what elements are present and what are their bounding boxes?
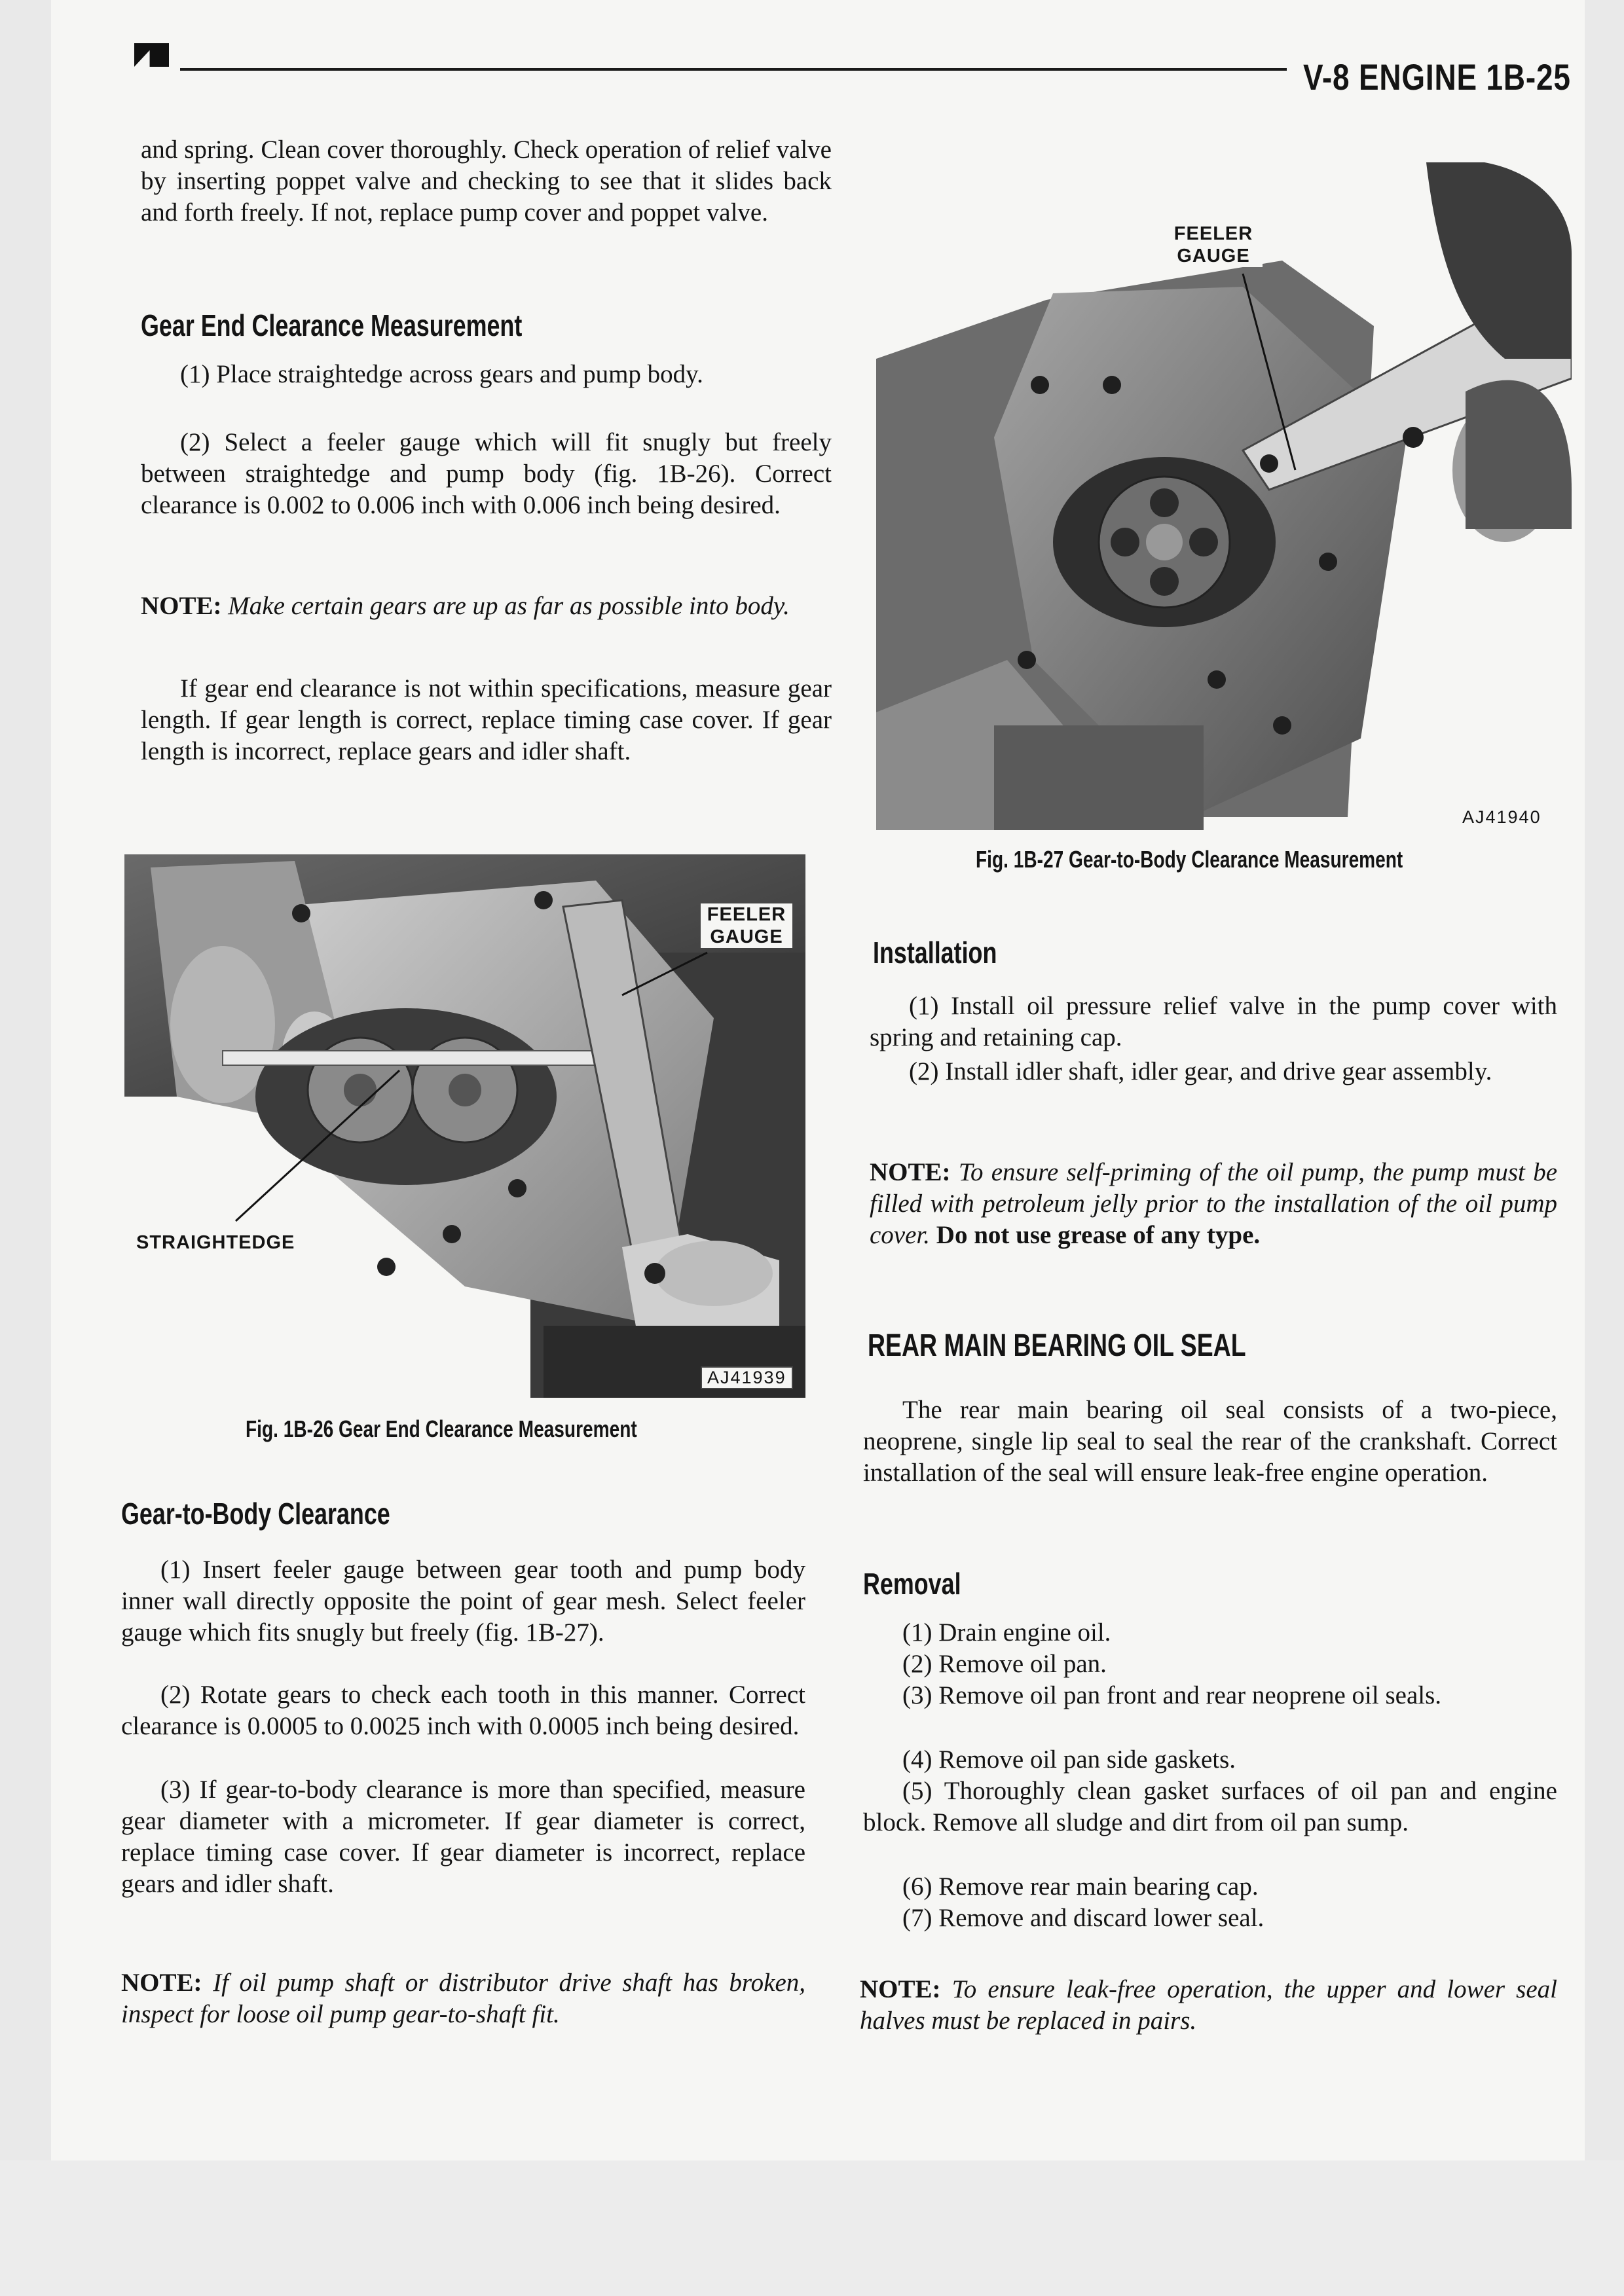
removal-step-2: (2) Remove oil pan. <box>902 1650 1107 1678</box>
install-step-1: (1) Install oil pressure relief valve in the pump cover with spring and retaining cap. <box>870 992 1557 1051</box>
fig-26-straightedge-label: STRAIGHTEDGE <box>132 1230 299 1255</box>
removal-step-4: (4) Remove oil pan side gaskets. <box>902 1745 1236 1774</box>
note-pump-shaft <box>121 1967 805 2030</box>
fig-27-leader-line <box>876 162 1572 830</box>
gear-end-step-2: (2) Select a feeler gauge which will fit snugly but freely between straightedge and pump body (fig. 1B-26). Correct clearance is 0.002 to 0.006 inch with 0.006 inch being desired. <box>141 428 832 519</box>
gear-body-step-1: (1) Insert feeler gauge between gear tooth and pump body inner wall directly opposite the point of gear mesh. Select feeler gauge which fits snugly but freely (fig. 1B-27). <box>121 1556 805 1647</box>
note-label: NOTE: <box>870 1158 951 1186</box>
removal-heading: Removal <box>863 1567 961 1601</box>
gear-end-heading: Gear End Clearance Measurement <box>141 308 523 342</box>
rear-main-paragraph: The rear main bearing oil seal consists of a two-piece, neoprene, single lip seal to seal the rear of the crankshaft. Correct installation of the seal will ensure leak-free engine operation. <box>863 1396 1557 1487</box>
fig-26-leader-lines <box>124 854 805 1398</box>
gear-end-paragraph: If gear end clearance is not within specifications, measure gear length. If gear length is correct, replace timing case cover. If gear length is incorrect, replace gears and idler shaft. <box>141 674 832 765</box>
note-text: If oil pump shaft or distributor drive shaft has broken, inspect for loose oil pump gear-to-shaft fit. <box>121 1969 805 2028</box>
note-text: To ensure self-priming of the oil pump, the pump must be filled with petroleum jelly prior to the installation of the oil pump cover. <box>870 1158 1557 1249</box>
removal-step-7: (7) Remove and discard lower seal. <box>902 1904 1264 1932</box>
header-rule <box>180 68 1287 71</box>
note-text: To ensure leak-free operation, the upper and lower seal halves must be replaced in pairs. <box>860 1975 1558 2035</box>
removal-step-1: (1) Drain engine oil. <box>902 1618 1111 1647</box>
fig-26-id: AJ41939 <box>701 1366 793 1389</box>
page-bottom-margin <box>0 2160 1624 2296</box>
note-label: NOTE: <box>860 1975 941 2003</box>
note-make-certain <box>141 591 832 622</box>
note-label: NOTE: <box>121 1969 202 1997</box>
fig-1b-26-photo <box>124 854 805 1398</box>
fig-1b-27-photo <box>876 162 1572 830</box>
gear-to-body-heading: Gear-to-Body Clearance <box>121 1497 390 1531</box>
fig-27-id: AJ41940 <box>1462 807 1541 827</box>
removal-step-3: (3) Remove oil pan front and rear neoprene oil seals. <box>902 1681 1442 1709</box>
note-leak-free <box>860 1974 1557 2037</box>
header-logo-bar <box>155 43 169 67</box>
removal-step-6: (6) Remove rear main bearing cap. <box>902 1872 1259 1901</box>
fig-27-caption: Fig. 1B-27 Gear-to-Body Clearance Measurement <box>976 846 1403 873</box>
install-step-2: (2) Install idler shaft, idler gear, and drive gear assembly. <box>909 1057 1492 1085</box>
fig-27-feeler-gauge-label: FEELER GAUGE <box>1164 223 1263 267</box>
note-self-priming <box>870 1157 1557 1251</box>
fig-26-caption: Fig. 1B-26 Gear End Clearance Measurement <box>246 1415 637 1442</box>
gear-body-step-3: (3) If gear-to-body clearance is more than specified, measure gear diameter with a micrometer. If gear diameter is correct, replace timing case cover. If gear diameter is incorrect, replace gears and idler shaft. <box>121 1776 805 1898</box>
note-label: NOTE: <box>141 592 222 620</box>
note-text: Make certain gears are up as far as possible into body. <box>228 592 790 620</box>
page-header-title: V-8 ENGINE 1B-25 <box>1303 56 1571 98</box>
intro-paragraph: and spring. Clean cover thoroughly. Check operation of relief valve by inserting poppet valve and checking to see that it slides back and forth freely. If not, replace pump cover and poppet valve. <box>141 136 832 227</box>
fig-26-feeler-gauge-label: FEELER GAUGE <box>701 903 792 948</box>
rear-main-heading: REAR MAIN BEARING OIL SEAL <box>868 1328 1246 1363</box>
gear-body-step-2: (2) Rotate gears to check each tooth in this manner. Correct clearance is 0.0005 to 0.0025 inch with 0.0005 inch being desired. <box>121 1681 805 1740</box>
removal-step-5: (5) Thoroughly clean gasket surfaces of oil pan and engine block. Remove all sludge and dirt from oil pan sump. <box>863 1777 1557 1836</box>
installation-heading: Installation <box>873 936 997 970</box>
note-warning: Do not use grease of any type. <box>936 1221 1261 1249</box>
gear-end-step-1: (1) Place straightedge across gears and pump body. <box>180 360 703 388</box>
